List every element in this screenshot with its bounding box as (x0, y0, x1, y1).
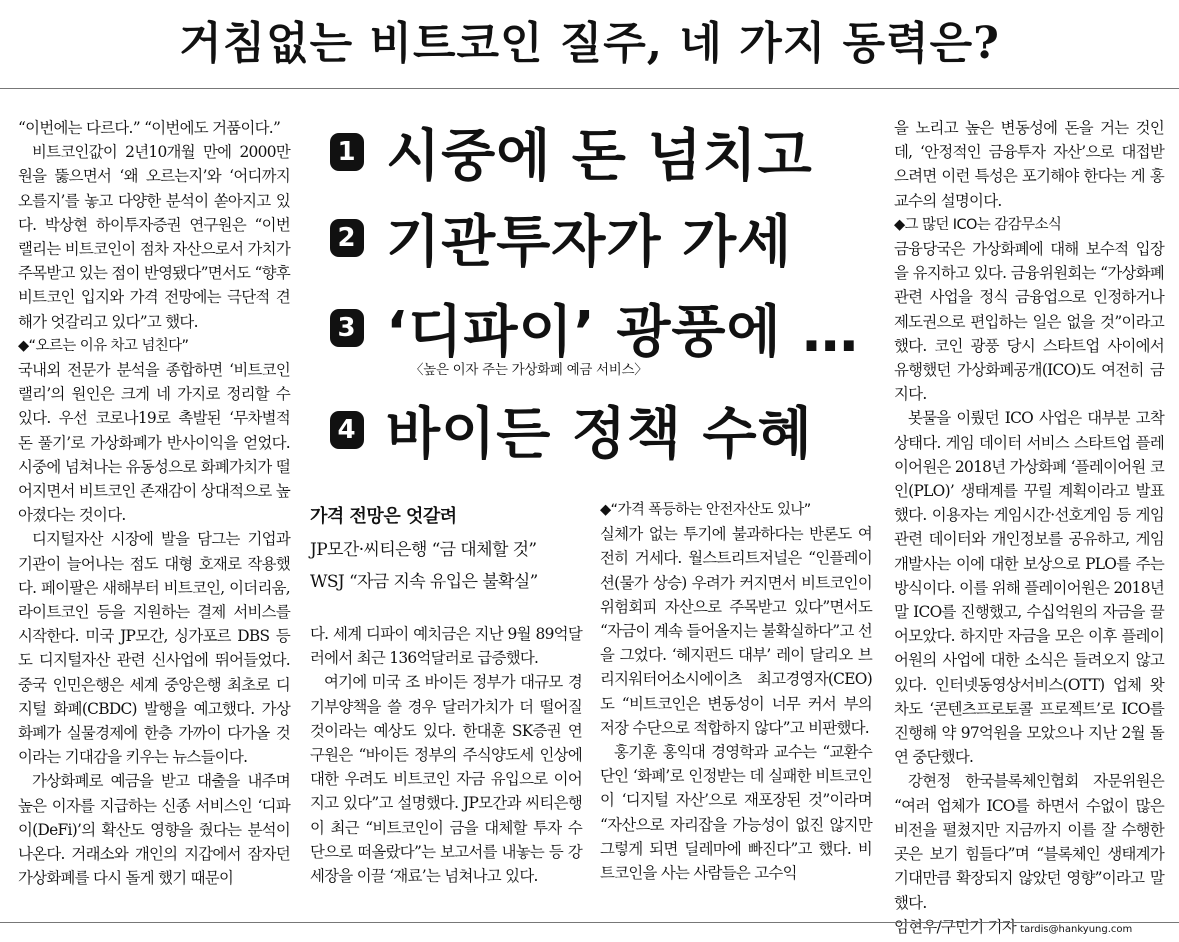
sidebar-subtitle: JP모간·씨티은행 “금 대체할 것” (310, 540, 537, 560)
paragraph: 다. 세계 디파이 예치금은 지난 9월 89억달러에서 최근 136억달러로 급증했다. (310, 625, 582, 668)
paragraph: “이번에는 다르다.” “이번에도 거품이다.” (18, 119, 281, 137)
driver-item (330, 390, 813, 470)
paragraph: 국내외 전문가 분석을 종합하면 ‘비트코인 랠리’의 원인은 크게 네 가지로 정리할 수 있다. 우선 코로나19로 촉발된 ‘무차별적 돈 풀기’로 가상화폐가 반사이익을 얻었다. 시중에 넘쳐나는 유동성으로 화폐가치가 떨어지면서 비트코인 존재감이 상대적으로 높아졌다는 것이다. (18, 361, 290, 525)
driver-text: ‘디파이’ 광풍에 … (386, 300, 860, 365)
paragraph: 봇물을 이뤘던 ICO 사업은 대부분 고착 상태다. 게임 데이터 서비스 스타트업 플레이어원은 2018년 가상화폐 ‘플레이어원 코인(PLO)’ 생태계를 꾸릴 계획이라고 발표했다. 이용자는 게임시간·선호게임 등 게임 관련 데이터와 개인정보를 공유하고, 게임 개발사는 이에 대한 보상으로 PLO를 주는 방식이다. 이를 위해 플레이어원은 2018년 말 ICO를 진행했고, 수십억원의 자금을 끌어모았다. 하지만 자금을 모은 이후 플레이어원의 사업에 대한 소식은 들려오지 않고 있다. 인터넷동영상서비스(OTT) 업체 왓차도 ‘콘텐츠프로토콜 프로젝트’로 ICO를 진행해 약 97억원을 모았으나 지난 2월 돌연 중단했다. (894, 409, 1164, 767)
paragraph-text: 강현정 한국블록체인협회 자문위원은 “여러 업체가 ICO를 하면서 수없이 많은 비전을 펼쳤지만 지금까지 이를 잘 수행한 곳은 보기 힘들다”며 “블록체인 생태계가 기대만큼 확장되지 않았던 영향”이라고 말했다. (894, 772, 1164, 912)
article-column-4 (894, 116, 1164, 936)
article-column-2 (310, 622, 582, 922)
paragraph: 홍기훈 홍익대 경영학과 교수는 “교환수단인 ‘화폐’로 인정받는 데 실패한 비트코인이 ‘디지털 자산’으로 재포장된 것”이라며 “자산으로 자리잡을 가능성이 없진 않지만 그렇게 되면 딜레마에 빠진다”고 했다. 비트코인을 사는 사람들은 고수익 (600, 743, 872, 883)
author: 임현우/구민기 기자 (894, 917, 1017, 936)
paragraph: 디지털자산 시장에 발을 담그는 기업과 기관이 늘어나는 점도 대형 호재로 작용했다. 페이팔은 새해부터 비트코인, 이더리움, 라이트코인 등을 지원하는 결제 서비스를 시작한다. 미국 JP모간, 싱가포르 DBS 등도 디지털자산 관련 신사업에 뛰어들었다. 중국 인민은행은 세계 중앙은행 최초로 디지털 화폐(CBDC) 발행을 예고했다. 가상화폐가 실물경제에 한층 가까이 다가올 것이라는 기대감을 키우는 뉴스들이다. (18, 530, 290, 767)
sidebar-subtitle: WSJ “자금 지속 유입은 불확실” (310, 572, 538, 592)
driver-text: 시중에 돈 넘치고 (386, 124, 813, 189)
subheading: ◆그 많던 ICO는 감감무소식 (894, 216, 1062, 233)
paragraph: 여기에 미국 조 바이든 정부가 대규모 경기부양책을 쓸 경우 달러가치가 더 떨어질 것이라는 예상도 있다. 한대훈 SK증권 연구원은 “바이든 정부의 주식양도세 인상에 대한 우려도 비트코인 자금 유입으로 이어지고 있다”고 설명했다. JP모간과 씨티은행이 최근 “비트코인이 금을 대체할 투자 수단으로 떠올랐다”는 보고서를 내놓는 등 강세장을 이끌 ‘재료’는 넘쳐나고 있다. (310, 673, 582, 886)
driver-item (330, 198, 792, 278)
sidebar-headline (310, 500, 582, 598)
byline (894, 918, 1132, 936)
paragraph (894, 769, 1164, 941)
drivers-list (330, 100, 870, 490)
driver-item (330, 112, 813, 192)
paragraph: 비트코인값이 2년10개월 만에 2000만원을 뚫으면서 ‘왜 오르는지’와 ‘어디까지 오를지’를 놓고 다양한 분석이 쏟아지고 있다. 박상현 하이투자증권 연구원은 “이번 랠리는 비트코인이 점차 자산으로서 가치가 주목받고 있는 점이 반영됐다”면서도 “향후 비트코인 입지와 가격 전망에는 극단적 견해가 엇갈리고 있다”고 했다. (18, 143, 290, 331)
subheading: ◆“가격 폭등하는 안전자산도 있나” (600, 502, 811, 518)
driver-note: 〈높은 이자 주는 가상화폐 예금 서비스〉 (410, 362, 648, 378)
headline: 거침없는 비트코인 질주, 네 가지 동력은? (179, 18, 1000, 69)
driver-text: 기관투자가 가세 (386, 210, 793, 275)
number-badge: 2 (330, 219, 364, 257)
paragraph: 을 노리고 높은 변동성에 돈을 거는 것인데, ‘안정적인 금융투자 자산’으로 대접받으려면 이런 특성은 포기해야 한다는 게 홍 교수의 설명이다. (894, 119, 1164, 210)
number-badge: 3 (330, 309, 364, 347)
bottom-rule (0, 922, 1179, 923)
number-badge: 1 (330, 133, 364, 171)
article-column-1 (18, 116, 290, 922)
paragraph: 금융당국은 가상화폐에 대해 보수적 입장을 유지하고 있다. 금융위원회는 “가상화폐 관련 사업을 정식 금융업으로 인정하거나 제도권으로 편입하는 일은 없을 것”이라고 했다. 코인 광풍 당시 스타트업 사이에서 유행했던 가상화폐공개(ICO)도 여전히 금지다. (894, 240, 1164, 404)
paragraph: 가상화폐로 예금을 받고 대출을 내주며 높은 이자를 지급하는 신종 서비스인 ‘디파이(DeFi)’의 확산도 영향을 줬다는 분석이 나온다. 거래소와 개인의 지갑에서 잠자던 가상화폐를 다시 돌게 했기 때문이 (18, 772, 290, 888)
driver-item (330, 288, 859, 368)
subheading: ◆“오르는 이유 차고 넘친다” (18, 337, 189, 354)
paragraph: 실체가 없는 투기에 불과하다는 반론도 여전히 거세다. 월스트리트저널은 “인플레이션(물가 상승) 우려가 커지면서 비트코인이 위험회피 자산으로 주목받고 있다”면서도 “자금이 계속 들어올지는 불확실하다”고 선을 그었다. ‘헤지펀드 대부’ 레이 달리오 브리지워터어소시에이츠 최고경영자(CEO)도 “비트코인은 변동성이 너무 커서 부의 저장 수단으로 적합하지 않다”고 비판했다. (600, 525, 872, 737)
sidebar-title: 가격 전망은 엇갈려 (310, 506, 457, 527)
number-badge: 4 (330, 411, 364, 449)
driver-text: 바이든 정책 수혜 (386, 402, 813, 467)
headline-rule (0, 88, 1179, 89)
article-column-3 (600, 498, 872, 922)
author-email: tardis@hankyung.com (1020, 923, 1133, 935)
